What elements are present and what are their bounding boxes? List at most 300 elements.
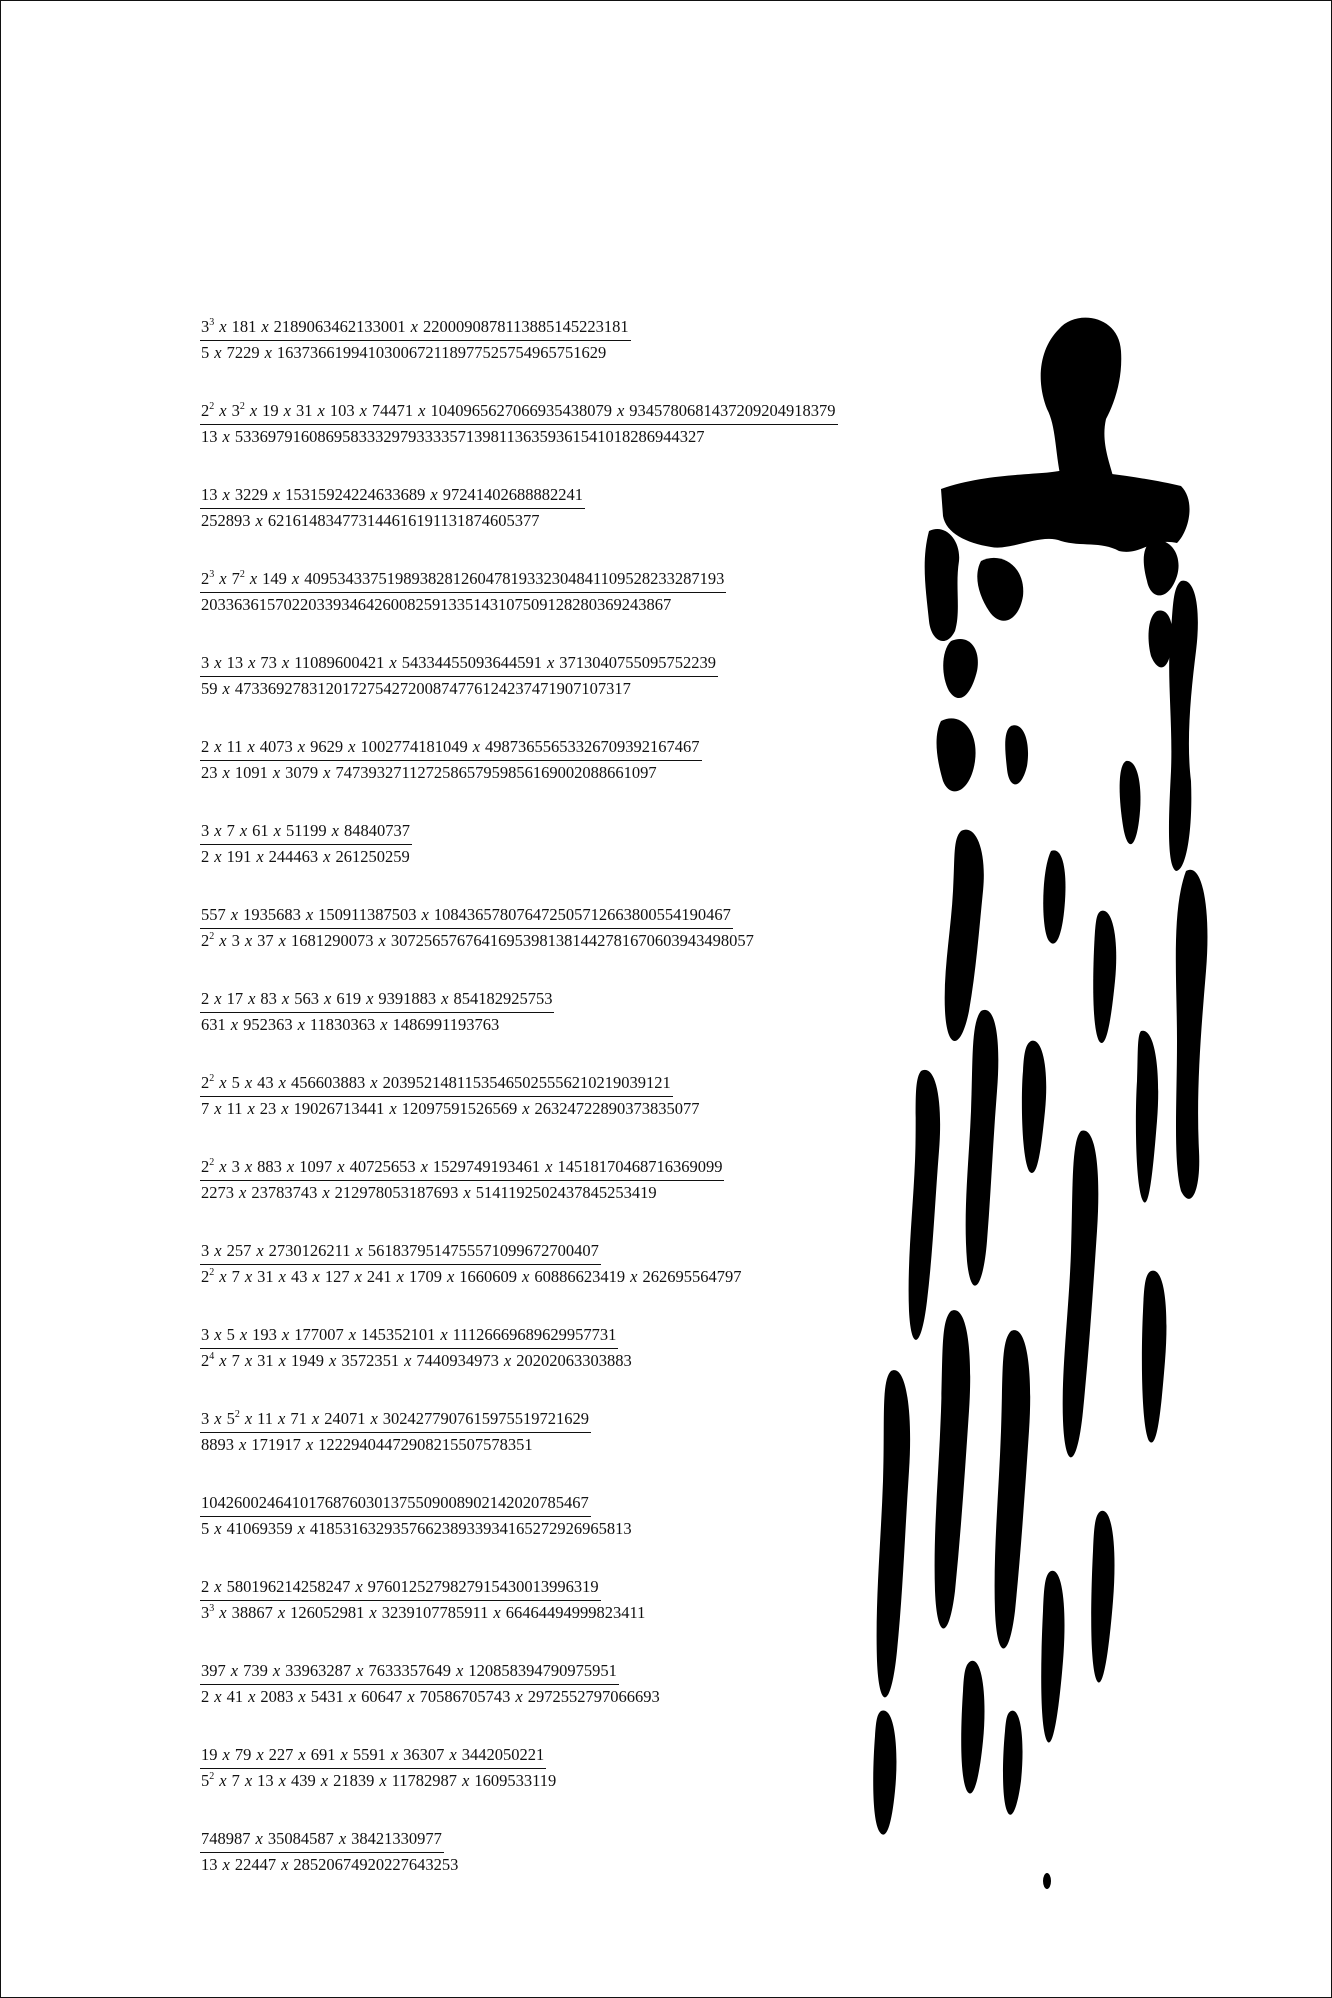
factor: 2200090878113885145223181 xyxy=(422,317,629,336)
fraction xyxy=(200,1238,900,1290)
denominator xyxy=(200,1348,900,1374)
multiply-operator: x xyxy=(272,1661,281,1680)
multiply-operator: x xyxy=(291,569,300,588)
factor: 409534337519893828126047819332304841109528233287193 xyxy=(304,569,725,588)
factor: 262695564797 xyxy=(642,1267,742,1286)
factor: 43 xyxy=(257,1073,274,1092)
factor: 28520674920227643253 xyxy=(293,1855,459,1874)
denominator xyxy=(200,1096,900,1122)
multiply-operator: x xyxy=(297,1519,305,1538)
multiply-operator: x xyxy=(389,1099,397,1118)
factor: 3 xyxy=(201,317,210,336)
numerator xyxy=(200,986,554,1013)
factor: 5618379514755571099672700407 xyxy=(367,1241,599,1260)
multiply-operator: x xyxy=(273,821,281,840)
numerator xyxy=(200,1406,591,1433)
denominator xyxy=(200,1852,900,1878)
factor: 2189063462133001 xyxy=(273,317,406,336)
factor: 5591 xyxy=(352,1745,386,1764)
multiply-operator: x xyxy=(420,1157,428,1176)
multiply-operator: x xyxy=(239,1325,248,1344)
factor: 8893 xyxy=(201,1435,234,1454)
factor: 1609533119 xyxy=(474,1771,557,1790)
multiply-operator: x xyxy=(249,401,258,420)
multiply-operator: x xyxy=(283,401,291,420)
multiply-operator: x xyxy=(320,1771,329,1790)
factor: 41069359 xyxy=(226,1519,293,1538)
exponent: 2 xyxy=(234,1409,240,1420)
multiply-operator: x xyxy=(219,1351,227,1370)
factor: 854182925753 xyxy=(453,989,553,1008)
factor: 12097591526569 xyxy=(401,1099,518,1118)
fraction xyxy=(200,314,900,366)
factor: 74471 xyxy=(371,401,414,420)
numerator xyxy=(200,482,585,509)
factor: 12229404472908215507578351 xyxy=(318,1435,533,1454)
multiply-operator: x xyxy=(239,1435,247,1454)
multiply-operator: x xyxy=(322,1183,330,1202)
multiply-operator: x xyxy=(219,1771,227,1790)
fraction xyxy=(200,1826,900,1878)
factor: 23 xyxy=(201,763,218,782)
factor: 149 xyxy=(262,569,287,588)
multiply-operator: x xyxy=(546,653,555,672)
multiply-operator: x xyxy=(317,401,325,420)
multiply-operator: x xyxy=(256,1241,264,1260)
multiply-operator: x xyxy=(244,1351,253,1370)
factor: 51199 xyxy=(285,821,327,840)
factor: 3229 xyxy=(234,485,268,504)
multiply-operator: x xyxy=(323,847,331,866)
factor: 2 xyxy=(201,989,210,1008)
exponent: 2 xyxy=(209,1771,215,1782)
factor: 691 xyxy=(310,1745,336,1764)
factor: 418531632935766238933934165272926965813 xyxy=(309,1519,632,1538)
multiply-operator: x xyxy=(312,1267,320,1286)
factor: 71 xyxy=(290,1409,307,1428)
multiply-operator: x xyxy=(219,317,227,336)
denominator xyxy=(200,760,900,786)
fraction xyxy=(200,1154,900,1206)
fraction xyxy=(200,734,900,786)
factor: 2 xyxy=(201,847,210,866)
multiply-operator: x xyxy=(272,485,281,504)
factor: 1040965627066935438079 xyxy=(430,401,612,420)
multiply-operator: x xyxy=(214,1409,222,1428)
factor: 5431 xyxy=(310,1687,344,1706)
multiply-operator: x xyxy=(222,1745,230,1764)
factor: 2 xyxy=(201,401,210,420)
multiply-operator: x xyxy=(219,569,227,588)
multiply-operator: x xyxy=(503,1351,512,1370)
factor: 31 xyxy=(257,1267,274,1286)
multiply-operator: x xyxy=(522,1099,530,1118)
multiply-operator: x xyxy=(278,1771,286,1790)
factor: 7 xyxy=(226,821,235,840)
multiply-operator: x xyxy=(298,1687,306,1706)
multiply-operator: x xyxy=(340,1745,348,1764)
factor: 2273 xyxy=(201,1183,234,1202)
fraction xyxy=(200,1490,900,1542)
factor: 37 xyxy=(257,931,274,950)
factor: 13 xyxy=(201,485,218,504)
factor: 5 xyxy=(231,1073,240,1092)
factor: 3 xyxy=(201,1325,210,1344)
numerator xyxy=(200,566,726,593)
multiply-operator: x xyxy=(222,485,230,504)
factor: 181 xyxy=(231,317,257,336)
multiply-operator: x xyxy=(219,1267,227,1286)
exponent: 2 xyxy=(209,931,215,942)
factor: 120858394790975951 xyxy=(468,1661,617,1680)
multiply-operator: x xyxy=(366,989,374,1008)
factor: 11782987 xyxy=(391,1771,458,1790)
multiply-operator: x xyxy=(297,737,306,756)
factor: 19026713441 xyxy=(293,1099,385,1118)
factor: 2 xyxy=(201,1267,210,1286)
multiply-operator: x xyxy=(545,1157,553,1176)
multiply-operator: x xyxy=(255,511,263,530)
multiply-operator: x xyxy=(396,1267,404,1286)
factor: 54334455093644591 xyxy=(401,653,542,672)
factor: 2 xyxy=(201,1073,210,1092)
factor: 1949 xyxy=(290,1351,324,1370)
multiply-operator: x xyxy=(214,847,222,866)
factor: 2972552797066693 xyxy=(527,1687,660,1706)
factor: 456603883 xyxy=(290,1073,366,1092)
factor: 2 xyxy=(201,1351,210,1370)
fraction xyxy=(200,1574,900,1626)
factor: 3 xyxy=(201,821,210,840)
factor: 13 xyxy=(257,1771,274,1790)
multiply-operator: x xyxy=(348,1687,357,1706)
factor: 739 xyxy=(243,1661,268,1680)
factor: 557 xyxy=(201,905,226,924)
factor: 241 xyxy=(366,1267,392,1286)
multiply-operator: x xyxy=(214,1099,222,1118)
factor: 7 xyxy=(201,1099,210,1118)
denominator xyxy=(200,1768,900,1794)
fraction xyxy=(200,566,900,618)
factor: 3 xyxy=(231,1157,240,1176)
factor: 7 xyxy=(231,569,240,588)
factor: 59 xyxy=(201,679,218,698)
multiply-operator: x xyxy=(323,763,331,782)
factor: 2730126211 xyxy=(268,1241,351,1260)
factor: 24071 xyxy=(324,1409,366,1428)
factor: 11089600421 xyxy=(294,653,385,672)
denominator xyxy=(200,1012,900,1038)
factor: 1091 xyxy=(234,763,268,782)
factor: 19 xyxy=(201,1745,218,1764)
multiply-operator: x xyxy=(248,1687,256,1706)
denominator xyxy=(200,1264,900,1290)
factor: 1709 xyxy=(408,1267,442,1286)
factor: 36307 xyxy=(403,1745,445,1764)
multiply-operator: x xyxy=(214,1577,222,1596)
multiply-operator: x xyxy=(244,1267,253,1286)
multiply-operator: x xyxy=(515,1687,523,1706)
factor: 2 xyxy=(201,931,210,950)
factor: 2 xyxy=(201,1157,210,1176)
fraction xyxy=(200,1322,900,1374)
multiply-operator: x xyxy=(247,1099,255,1118)
multiply-operator: x xyxy=(277,1603,286,1622)
factor: 1529749193461 xyxy=(432,1157,541,1176)
multiply-operator: x xyxy=(219,1073,227,1092)
multiply-operator: x xyxy=(311,1409,320,1428)
multiply-operator: x xyxy=(214,989,222,1008)
numerator xyxy=(200,314,631,341)
multiply-operator: x xyxy=(378,931,386,950)
multiply-operator: x xyxy=(214,1241,222,1260)
multiply-operator: x xyxy=(222,763,230,782)
multiply-operator: x xyxy=(298,1745,306,1764)
multiply-operator: x xyxy=(230,905,239,924)
multiply-operator: x xyxy=(230,1661,239,1680)
fraction xyxy=(200,1070,900,1122)
multiply-operator: x xyxy=(248,653,256,672)
factor: 171917 xyxy=(251,1435,301,1454)
multiply-operator: x xyxy=(441,989,449,1008)
multiply-operator: x xyxy=(348,737,356,756)
numerator xyxy=(200,734,702,761)
factor: 13 xyxy=(226,653,244,672)
factor: 7 xyxy=(231,1771,240,1790)
factor: 580196214258247 xyxy=(226,1577,351,1596)
multiply-operator: x xyxy=(278,1267,286,1286)
factor: 1935683 xyxy=(243,905,301,924)
multiply-operator: x xyxy=(449,1745,457,1764)
factor: 14518170468716369099 xyxy=(557,1157,723,1176)
numerator xyxy=(200,1238,601,1265)
denominator xyxy=(200,1600,900,1626)
fraction xyxy=(200,1406,900,1458)
factor: 31 xyxy=(257,1351,274,1370)
multiply-operator: x xyxy=(222,427,230,446)
factor: 439 xyxy=(290,1771,316,1790)
factor: 40725653 xyxy=(349,1157,416,1176)
multiply-operator: x xyxy=(305,1435,314,1454)
factor: 23783743 xyxy=(251,1183,318,1202)
multiply-operator: x xyxy=(305,905,314,924)
numerator xyxy=(200,1322,618,1349)
factor: 11 xyxy=(226,1099,243,1118)
multiply-operator: x xyxy=(239,821,248,840)
denominator xyxy=(200,928,900,954)
factor: 11830363 xyxy=(309,1015,376,1034)
exponent: 2 xyxy=(239,569,245,580)
factor: 747393271127258657959856169002088661097 xyxy=(335,763,657,782)
factor: 2 xyxy=(201,1687,210,1706)
exponent: 2 xyxy=(209,1157,215,1168)
multiply-operator: x xyxy=(219,931,227,950)
denominator xyxy=(200,1516,900,1542)
denominator xyxy=(200,1684,900,1710)
factor: 38421330977 xyxy=(351,1829,442,1848)
factor: 3 xyxy=(201,1409,210,1428)
factor: 5 xyxy=(226,1325,235,1344)
factor: 3 xyxy=(201,1241,210,1260)
multiply-operator: x xyxy=(472,737,481,756)
multiply-operator: x xyxy=(244,1073,253,1092)
multiply-operator: x xyxy=(248,989,256,1008)
factor: 257 xyxy=(226,1241,252,1260)
multiply-operator: x xyxy=(370,1409,378,1428)
multiply-operator: x xyxy=(244,1157,253,1176)
denominator xyxy=(200,844,900,870)
multiply-operator: x xyxy=(359,401,367,420)
multiply-operator: x xyxy=(616,401,625,420)
factor: 7633357649 xyxy=(368,1661,451,1680)
multiply-operator: x xyxy=(244,1409,253,1428)
factor: 70586705743 xyxy=(419,1687,511,1706)
factor: 619 xyxy=(336,989,362,1008)
exponent: 2 xyxy=(239,401,245,412)
multiply-operator: x xyxy=(370,1073,378,1092)
multiply-operator: x xyxy=(214,737,222,756)
factor: 103 xyxy=(329,401,355,420)
factor: 26324722890373835077 xyxy=(534,1099,700,1118)
factor: 3442050221 xyxy=(461,1745,545,1764)
factor: 38867 xyxy=(231,1603,273,1622)
factor: 43 xyxy=(290,1267,308,1286)
exponent: 2 xyxy=(209,1267,215,1278)
multiply-operator: x xyxy=(222,1855,230,1874)
multiply-operator: x xyxy=(407,1687,415,1706)
factor: 533697916086958333297933335713981136359361541018286944327 xyxy=(234,427,705,446)
multiply-operator: x xyxy=(286,1157,295,1176)
multiply-operator: x xyxy=(410,317,418,336)
denominator xyxy=(200,676,900,702)
multiply-operator: x xyxy=(281,1325,290,1344)
factor: 883 xyxy=(257,1157,282,1176)
factor: 212978053187693 xyxy=(334,1183,459,1202)
multiply-operator: x xyxy=(389,653,397,672)
factor: 108436578076472505712663800554190467 xyxy=(433,905,731,924)
factor: 9345780681437209204918379 xyxy=(629,401,836,420)
factor: 13 xyxy=(201,1855,218,1874)
factor: 748987 xyxy=(201,1829,251,1848)
factor: 20202063303883 xyxy=(516,1351,632,1370)
factor: 97241402688882241 xyxy=(442,485,583,504)
factor: 203363615702203393464260082591335143107509128280369243867 xyxy=(201,595,672,614)
numerator xyxy=(200,1574,601,1601)
multiply-operator: x xyxy=(404,1351,412,1370)
exponent: 3 xyxy=(209,317,215,328)
multiply-operator: x xyxy=(255,1829,263,1848)
factor: 10426002464101768760301375509008902142020785467 xyxy=(201,1493,589,1512)
multiply-operator: x xyxy=(421,905,429,924)
multiply-operator: x xyxy=(278,931,286,950)
multiply-operator: x xyxy=(281,1099,289,1118)
multiply-operator: x xyxy=(356,1661,364,1680)
factor: 3239107785911 xyxy=(381,1603,489,1622)
multiply-operator: x xyxy=(214,653,222,672)
multiply-operator: x xyxy=(256,1745,264,1764)
factor: 2 xyxy=(201,569,210,588)
factor: 79 xyxy=(234,1745,252,1764)
factor: 177007 xyxy=(294,1325,344,1344)
fraction xyxy=(200,818,900,870)
multiply-operator: x xyxy=(278,1351,286,1370)
factor: 1097 xyxy=(299,1157,333,1176)
factor: 473369278312017275427200874776124237471907107317 xyxy=(234,679,631,698)
multiply-operator: x xyxy=(214,821,222,840)
factor: 7 xyxy=(231,1351,240,1370)
multiply-operator: x xyxy=(261,317,269,336)
factor: 261250259 xyxy=(335,847,410,866)
multiply-operator: x xyxy=(214,1325,222,1344)
factor: 1681290073 xyxy=(290,931,374,950)
factor: 952363 xyxy=(243,1015,293,1034)
multiply-operator: x xyxy=(355,1577,363,1596)
factor: 33963287 xyxy=(285,1661,352,1680)
factor: 11 xyxy=(257,1409,274,1428)
multiply-operator: x xyxy=(278,1073,286,1092)
multiply-operator: x xyxy=(239,1183,247,1202)
factor: 5141192502437845253419 xyxy=(475,1183,657,1202)
multiply-operator: x xyxy=(418,401,426,420)
factor: 22447 xyxy=(234,1855,277,1874)
exponent: 4 xyxy=(209,1351,215,1362)
numerator xyxy=(200,1154,724,1181)
factor: 631 xyxy=(201,1015,226,1034)
multiply-operator: x xyxy=(219,1157,227,1176)
factor: 61 xyxy=(252,821,269,840)
factor: 3572351 xyxy=(341,1351,400,1370)
factor: 9760125279827915430013996319 xyxy=(367,1577,599,1596)
factor: 35084587 xyxy=(267,1829,334,1848)
factor: 145352101 xyxy=(361,1325,436,1344)
denominator xyxy=(200,340,900,366)
factor: 21839 xyxy=(333,1771,375,1790)
multiply-operator: x xyxy=(247,737,255,756)
factor: 15315924224633689 xyxy=(285,485,426,504)
factor: 60886623419 xyxy=(534,1267,626,1286)
multiply-operator: x xyxy=(230,1015,239,1034)
factor: 5 xyxy=(201,1771,210,1790)
factor: 7440934973 xyxy=(416,1351,499,1370)
multiply-operator: x xyxy=(430,485,438,504)
fraction xyxy=(200,398,900,450)
multiply-operator: x xyxy=(455,1661,464,1680)
multiply-operator: x xyxy=(297,1015,305,1034)
factor: 3 xyxy=(201,1603,210,1622)
denominator xyxy=(200,592,900,618)
multiply-operator: x xyxy=(369,1603,377,1622)
multiply-operator: x xyxy=(379,1771,387,1790)
factor: 11126669689629957731 xyxy=(452,1325,617,1344)
factor: 1002774181049 xyxy=(360,737,468,756)
multiply-operator: x xyxy=(522,1267,530,1286)
denominator xyxy=(200,1432,900,1458)
factor: 66464494999823411 xyxy=(505,1603,646,1622)
multiply-operator: x xyxy=(331,821,339,840)
factor: 19 xyxy=(262,401,279,420)
factor: 73 xyxy=(260,653,277,672)
numerator xyxy=(200,1826,444,1853)
factor: 252893 xyxy=(201,511,251,530)
numerator xyxy=(200,1742,546,1769)
multiply-operator: x xyxy=(222,679,230,698)
multiply-operator: x xyxy=(219,1603,227,1622)
factor: 7229 xyxy=(226,343,260,362)
factor: 83 xyxy=(260,989,277,1008)
multiply-operator: x xyxy=(630,1267,638,1286)
factor: 5 xyxy=(201,1519,210,1538)
factor: 49873655653326709392167467 xyxy=(485,737,700,756)
